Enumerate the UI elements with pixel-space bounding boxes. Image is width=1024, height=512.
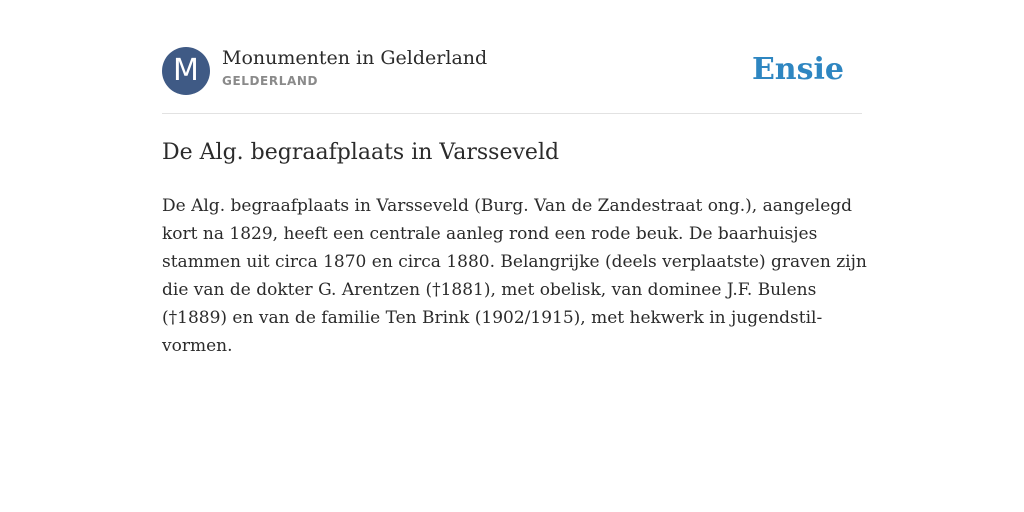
body-line: die van de dokter G. Arentzen (†1881), met obelisk, van dominee J.F. Bulens [162, 280, 817, 300]
source-title[interactable]: Monumenten in Gelderland [222, 47, 488, 69]
entry-body [162, 192, 867, 360]
source-avatar[interactable]: M [162, 47, 210, 95]
ensie-logo[interactable]: Ensie [751, 52, 844, 87]
body-line: De Alg. begraafplaats in Varsseveld (Burg. Van de Zandestraat ong.), aangelegd [162, 196, 853, 216]
entry-card [162, 0, 867, 360]
entry-title: De Alg. begraafplaats in Varsseveld [162, 140, 560, 165]
body-line: kort na 1829, heeft een centrale aanleg rond een rode beuk. De baarhuisjes [162, 224, 818, 244]
body-line: vormen. [162, 336, 233, 356]
source-subtitle: GELDERLAND [222, 74, 319, 88]
entry-header [162, 0, 862, 114]
source-info [222, 45, 487, 90]
body-line: (†1889) en van de familie Ten Brink (1902/1915), met hekwerk in jugendstil- [162, 308, 823, 328]
body-line: stammen uit circa 1870 en circa 1880. Belangrijke (deels verplaatste) graven zijn [162, 252, 867, 272]
